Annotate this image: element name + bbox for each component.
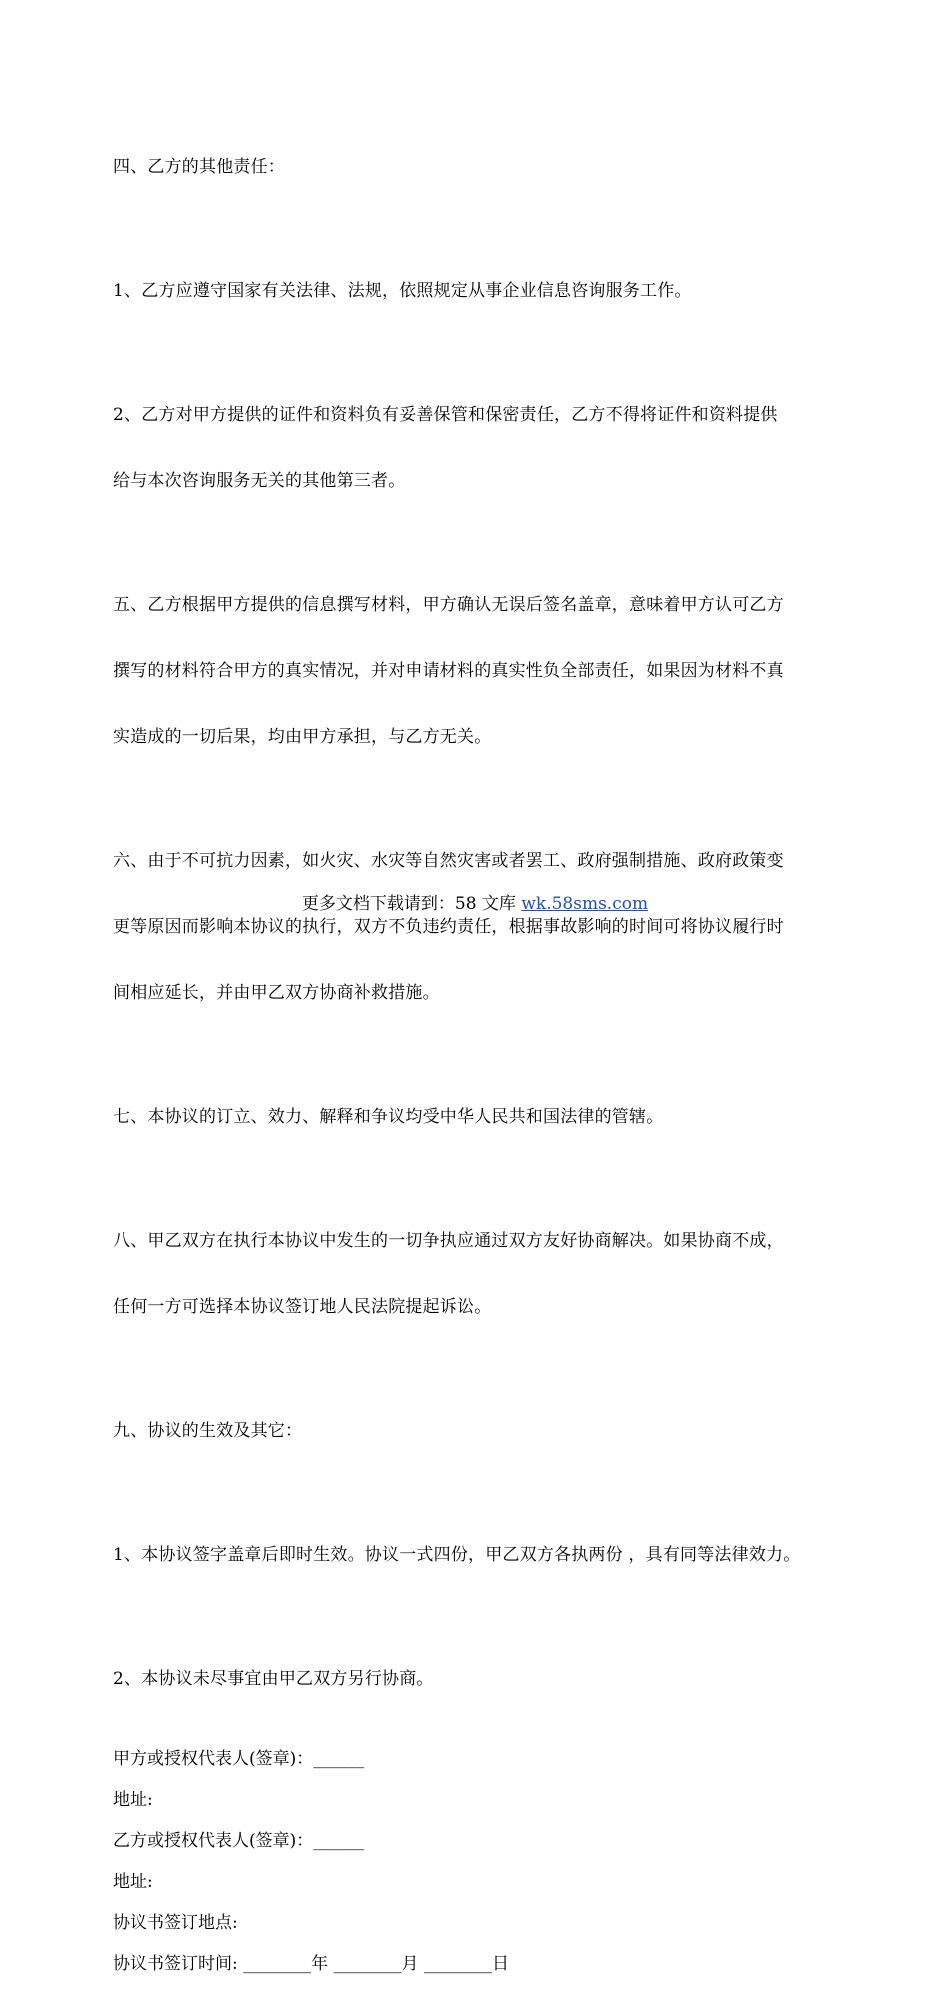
footer-link[interactable]: wk.58sms.com [521,894,649,914]
text-line: 实造成的一切后果，均由甲方承担，与乙方无关。 [113,727,492,747]
clause-9-2 [113,1624,848,1734]
footer-text: 更多文档下载请到：58 文库 [301,894,522,914]
footer [0,893,950,915]
text-line: 八、甲乙双方在执行本协议中发生的一切争执应通过双方友好协商解决。如果协商不成， [113,1231,784,1251]
party-a-address: 地址: [113,1790,153,1810]
text-line: 五、乙方根据甲方提供的信息撰写材料，甲方确认无误后签名盖章，意味着甲方认可乙方 [113,595,784,615]
text-line: 间相应延长，并由甲乙双方协商补救措施。 [113,983,440,1003]
clause-4-2 [113,360,848,536]
party-b-signature-line: 乙方或授权代表人(签章)：______ [113,1831,365,1851]
clause-4-1 [113,236,848,346]
section-heading-9 [113,1376,848,1486]
section-6 [113,806,848,1048]
text-line: 1、本协议签字盖章后即时生效。协议一式四份，甲乙双方各执两份 ，具有同等法律效力。 [113,1545,801,1565]
text-line: 2、本协议未尽事宜由甲乙双方另行协商。 [113,1669,434,1689]
section-5 [113,550,848,792]
text-line: 四、乙方的其他责任： [113,157,285,177]
text-line: 撰写的材料符合甲方的真实情况，并对申请材料的真实性负全部责任，如果因为材料不真 [113,661,784,681]
clause-9-1 [113,1500,848,1610]
text-line: 更等原因而影响本协议的执行，双方不负违约责任，根据事故影响的时间可将协议履行时 [113,917,784,937]
section-heading-4 [113,112,848,222]
text-line: 九、协议的生效及其它： [113,1421,303,1441]
party-a-signature-line: 甲方或授权代表人(签章)：______ [113,1749,365,1769]
text-line: 2、乙方对甲方提供的证件和资料负有妥善保管和保密责任，乙方不得将证件和资料提供 [113,405,778,425]
signing-place: 协议书签订地点: [113,1913,238,1933]
text-line: 六、由于不可抗力因素，如火灾、水灾等自然灾害或者罢工、政府强制措施、政府政策变 [113,851,784,871]
document-body [113,112,848,1994]
section-7 [113,1062,848,1172]
text-line: 七、本协议的订立、效力、解释和争议均受中华人民共和国法律的管辖。 [113,1107,664,1127]
signing-date: 协议书签订时间: ________年 ________月 ________日 [113,1954,509,1974]
text-line: 1、乙方应遵守国家有关法律、法规，依照规定从事企业信息咨询服务工作。 [113,281,692,301]
section-8 [113,1186,848,1362]
text-line: 给与本次咨询服务无关的其他第三者。 [113,471,406,491]
party-b-address: 地址: [113,1872,153,1892]
text-line: 任何一方可选择本协议签订地人民法院提起诉讼。 [113,1297,492,1317]
